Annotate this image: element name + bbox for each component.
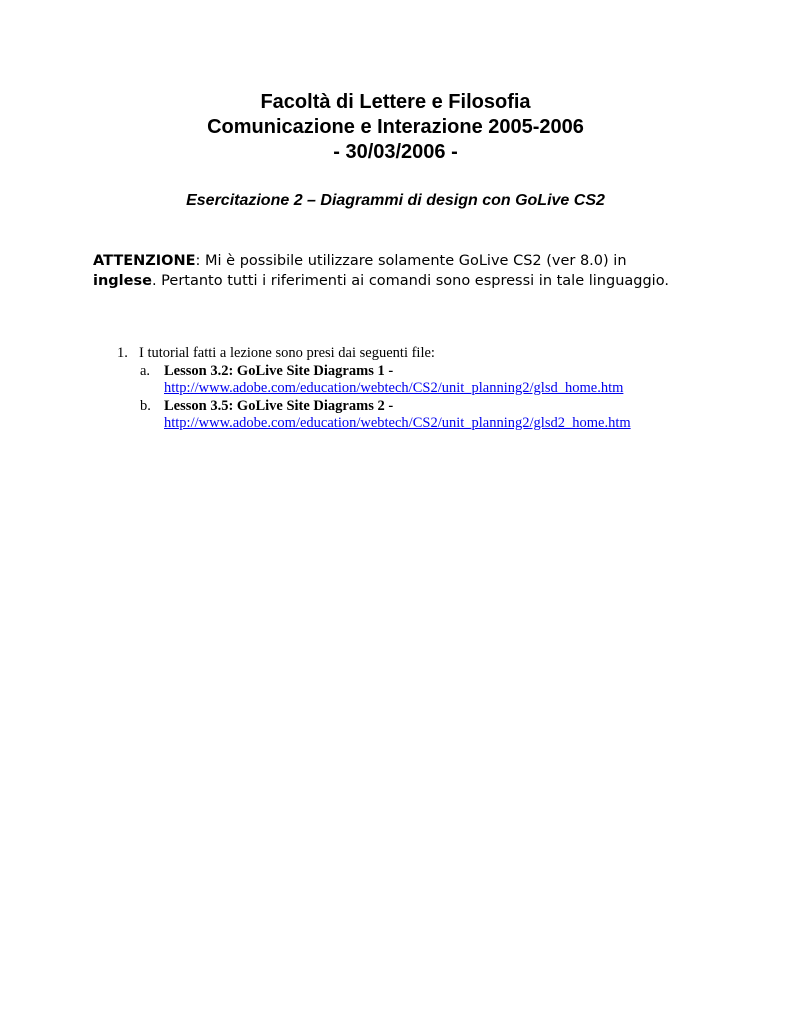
notice-paragraph — [93, 251, 693, 291]
notice-text-b: . Pertanto tutti i riferimenti ai comandi sono espressi in tale linguaggio. — [151, 273, 669, 289]
date-title: - 30/03/2006 - — [333, 141, 458, 163]
notice-label: ATTENZIONE — [93, 253, 196, 269]
lesson-sublist — [117, 363, 757, 433]
lesson-item-b — [117, 398, 757, 433]
lesson-link[interactable]: http://www.adobe.com/education/webtech/CS2/unit_planning2/glsd2_home.htm — [164, 415, 631, 431]
list-item-number: 1. — [117, 345, 128, 361]
lesson-item-letter: b. — [140, 397, 151, 414]
lesson-title: Lesson 3.2: GoLive Site Diagrams 1 - — [164, 362, 394, 379]
lesson-link[interactable]: http://www.adobe.com/education/webtech/CS2/unit_planning2/glsd_home.htm — [164, 380, 624, 396]
lesson-item-letter: a. — [140, 362, 151, 379]
document-header — [0, 90, 791, 165]
list-item-text: I tutorial fatti a lezione sono presi dai seguenti file: — [139, 345, 435, 361]
tutorial-list — [117, 345, 757, 433]
course-title: Comunicazione e Interazione 2005-2006 — [207, 116, 584, 138]
lesson-item-a — [117, 363, 757, 398]
notice-emphasis: inglese — [93, 273, 152, 289]
list-item — [117, 345, 757, 363]
exercise-subtitle: Esercitazione 2 – Diagrammi di design con GoLive CS2 — [186, 192, 605, 209]
lesson-title: Lesson 3.5: GoLive Site Diagrams 2 - — [164, 397, 394, 414]
faculty-title: Facoltà di Lettere e Filosofia — [260, 91, 531, 113]
notice-text-a: : Mi è possibile utilizzare solamente GoLive CS2 (ver 8.0) in — [195, 253, 627, 269]
